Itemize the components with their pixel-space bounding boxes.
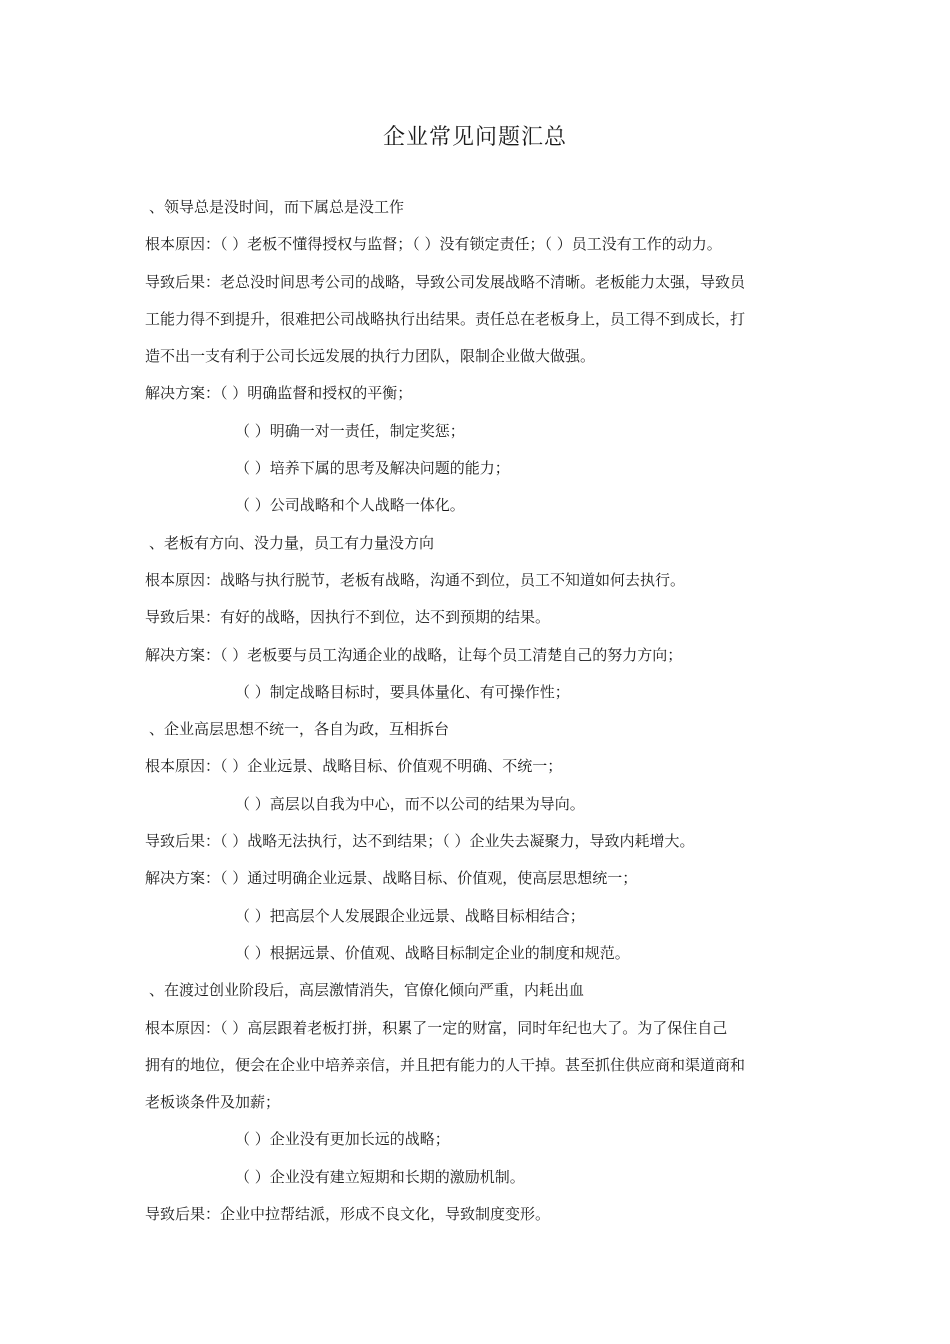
root-cause-line: 根本原因：（ ）高层跟着老板打拼，积累了一定的财富，同时年纪也大了。为了保住自己 bbox=[145, 1018, 728, 1037]
root-cause: 根本原因：战略与执行脱节，老板有战略，沟通不到位，员工不知道如何去执行。 bbox=[145, 570, 686, 589]
section-heading: 、在渡过创业阶段后，高层激情消失，官僚化倾向严重，内耗出血 bbox=[149, 981, 585, 1000]
solution-item: （ ）根据远景、价值观、战略目标制定企业的制度和规范。 bbox=[235, 943, 630, 962]
solution-item: （ ）制定战略目标时，要具体量化、有可操作性； bbox=[235, 682, 570, 701]
consequence: 导致后果：有好的战略，因执行不到位，达不到预期的结果。 bbox=[145, 608, 551, 627]
solution-item: （ ）培养下属的思考及解决问题的能力； bbox=[235, 459, 510, 478]
section-heading: 、企业高层思想不统一，各自为政，互相拆台 bbox=[149, 720, 450, 739]
consequence: 导致后果：（ ）战略无法执行，达不到结果；（ ）企业失去凝聚力，导致内耗增大。 bbox=[145, 832, 695, 851]
consequence: 导致后果：企业中拉帮结派，形成不良文化，导致制度变形。 bbox=[145, 1205, 551, 1224]
root-cause: （ ）高层以自我为中心，而不以公司的结果为导向。 bbox=[235, 794, 585, 813]
consequence-line: 导致后果：老总没时间思考公司的战略，导致公司发展战略不清晰。老板能力太强，导致员 bbox=[145, 272, 746, 291]
solution-item: 解决方案：（ ）老板要与员工沟通企业的战略，让每个员工清楚自己的努力方向； bbox=[145, 645, 683, 664]
consequence-line: 造不出一支有利于公司长远发展的执行力团队，限制企业做大做强。 bbox=[145, 347, 596, 366]
solution-item: （ ）公司战略和个人战略一体化。 bbox=[235, 496, 465, 515]
section-heading: 、老板有方向、没力量，员工有力量没方向 bbox=[149, 533, 435, 552]
document-body bbox=[145, 194, 815, 1238]
root-cause: 根本原因：（ ）企业远景、战略目标、价值观不明确、不统一； bbox=[145, 757, 563, 776]
consequence-line: 工能力得不到提升，很难把公司战略执行出结果。责任总在老板身上，员工得不到成长，打 bbox=[145, 309, 746, 328]
solution-item: 解决方案：（ ）明确监督和授权的平衡； bbox=[145, 384, 413, 403]
root-cause: （ ）企业没有更加长远的战略； bbox=[235, 1130, 450, 1149]
solution-item: （ ）明确一对一责任，制定奖惩； bbox=[235, 421, 465, 440]
page-title: 企业常见问题汇总 bbox=[382, 125, 567, 150]
root-cause-line: 拥有的地位，便会在企业中培养亲信，并且把有能力的人干掉。甚至抓住供应商和渠道商和 bbox=[145, 1055, 746, 1074]
solution-item: 解决方案：（ ）通过明确企业远景、战略目标、价值观，使高层思想统一； bbox=[145, 869, 638, 888]
root-cause: 根本原因：（ ）老板不懂得授权与监督；（ ）没有锁定责任；（ ）员工没有工作的动力。 bbox=[145, 235, 722, 254]
root-cause-line: 老板谈条件及加薪； bbox=[145, 1093, 281, 1112]
solution-item: （ ）把高层个人发展跟企业远景、战略目标相结合； bbox=[235, 906, 585, 925]
section-heading: 、领导总是没时间，而下属总是没工作 bbox=[149, 198, 405, 216]
root-cause: （ ）企业没有建立短期和长期的激励机制。 bbox=[235, 1167, 525, 1186]
